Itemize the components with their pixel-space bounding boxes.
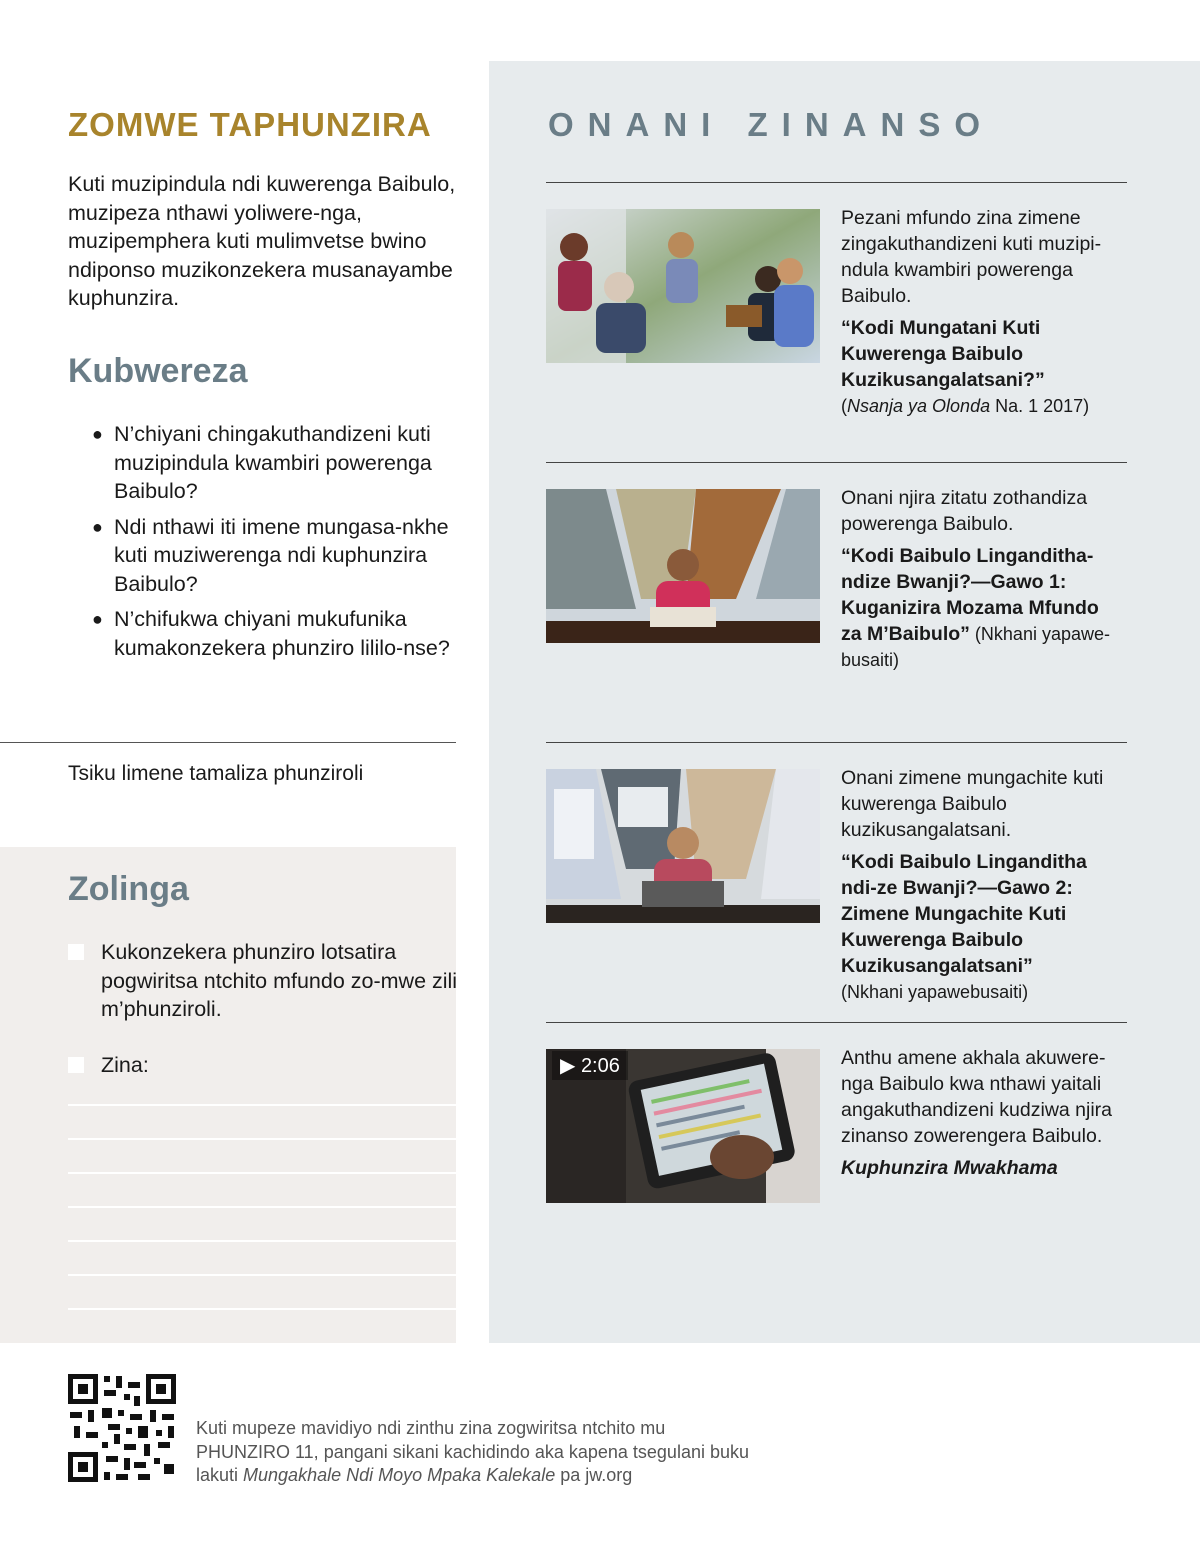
write-line[interactable]: [68, 1138, 456, 1140]
review-question: ● N’chiyani chingakuthandizeni kuti muzipindula kwambiri powerenga Baibulo?: [92, 422, 432, 503]
girl-reading-bible-image: [546, 769, 820, 923]
card-divider: [546, 1022, 1127, 1023]
completion-date-label: Tsiku limene tamaliza phunziroli: [68, 762, 364, 785]
bullet-icon: ●: [92, 424, 103, 444]
checkbox-icon[interactable]: [68, 944, 84, 960]
play-icon[interactable]: ▶ 2:06: [552, 1051, 628, 1080]
card-source: (Nsanja ya Olonda Na. 1 2017): [841, 396, 1090, 416]
write-line[interactable]: [68, 1206, 456, 1208]
video-thumbnail[interactable]: [546, 1049, 820, 1203]
card-description: Onani njira zitatu zothandiza powerenga Baibulo.: [841, 487, 1088, 535]
divider: [0, 742, 456, 743]
summary-heading: ZOMWE TAPHUNZIRA: [68, 106, 432, 143]
goals-heading: Zolinga: [68, 870, 189, 908]
review-question: ● Ndi nthawi iti imene mungasa-nkhe kuti muziwerenga ndi kuphunzira Baibulo?: [92, 514, 449, 596]
video-link[interactable]: Kuphunzira Mwakhama: [841, 1157, 1058, 1179]
card-source: (Nkhani yapawebusaiti): [841, 982, 1029, 1002]
footer-note: Kuti mupeze mavidiyo ndi zinthu zina zogwiritsa ntchito mu PHUNZIRO 11, pangani sikani kachidindo aka kapena tsegulani buku lakuti Mungakhale Ndi Moyo Mpaka Kalekale pa jw.org: [196, 1418, 749, 1485]
article-link[interactable]: “Kodi Baibulo Linganditha ndi-ze Bwanji?—Gawo 2: Zimene Mungachite Kuti Kuwerenga Baibulo Kuzikusangalatsani”: [841, 851, 1087, 977]
people-reading-bible-image: [546, 209, 820, 363]
review-question: ● N’chifukwa chiyani mukufunika kumakonzekera phunziro lililo-nse?: [92, 607, 450, 660]
card-divider: [546, 742, 1127, 743]
card-divider: [546, 462, 1127, 463]
explore-heading: ONANI ZINANSO: [548, 106, 994, 143]
goals-panel: [0, 847, 456, 1343]
checkbox-icon[interactable]: [68, 1057, 84, 1073]
card-description: Anthu amene akhala akuwere-nga Baibulo kwa nthawi yaitali angakuthandizeni kudziwa njira zinanso zowerengera Baibulo.: [841, 1047, 1113, 1147]
write-line[interactable]: [68, 1172, 456, 1174]
card-description: Pezani mfundo zina zimene zingakuthandizeni kuti muzipi-ndula kwambiri powerenga Baibulo.: [841, 207, 1102, 307]
article-card: [841, 485, 1121, 673]
goal-item[interactable]: Kukonzekera phunziro lotsatira pogwiritsa ntchito mfundo zo-mwe zili m’phunziroli.: [68, 938, 481, 1024]
article-card: [841, 765, 1121, 1005]
review-question-list: [92, 420, 452, 669]
article-link[interactable]: “Kodi Mungatani Kuti Kuwerenga Baibulo Kuzikusangalatsani?”: [841, 317, 1045, 391]
card-description: Onani zimene mungachite kuti kuwerenga Baibulo kuzikusangalatsani.: [841, 767, 1104, 841]
qr-code-icon[interactable]: [68, 1374, 176, 1482]
article-thumbnail[interactable]: [546, 769, 820, 923]
bullet-icon: ●: [92, 609, 103, 629]
video-duration: 2:06: [580, 1055, 620, 1077]
write-line[interactable]: [68, 1240, 456, 1242]
video-card: [841, 1045, 1121, 1181]
article-link[interactable]: “Kodi Baibulo Linganditha-ndize Bwanji?—Gawo 1: Kuganizira Mozama Mfundo za M’Baibulo”: [841, 545, 1099, 645]
article-card: [841, 205, 1121, 419]
write-line[interactable]: [68, 1308, 456, 1310]
card-source: (Nkhani yapawe-busaiti): [841, 624, 1110, 670]
bullet-icon: ●: [92, 516, 103, 537]
write-line[interactable]: [68, 1274, 456, 1276]
goal-item-other[interactable]: Zina:: [68, 1051, 481, 1080]
write-line[interactable]: [68, 1104, 456, 1106]
article-thumbnail[interactable]: [546, 209, 820, 363]
boy-reading-bible-image: [546, 489, 820, 643]
article-thumbnail[interactable]: [546, 489, 820, 643]
summary-text: Kuti muzipindula ndi kuwerenga Baibulo, muzipeza nthawi yoliwere-nga, muzipemphera kuti mulimvetse bwino ndiponso muzikonzekera musanayambe kuphunzira.: [68, 172, 456, 310]
review-heading: Kubwereza: [68, 352, 248, 390]
card-divider: [546, 182, 1127, 183]
